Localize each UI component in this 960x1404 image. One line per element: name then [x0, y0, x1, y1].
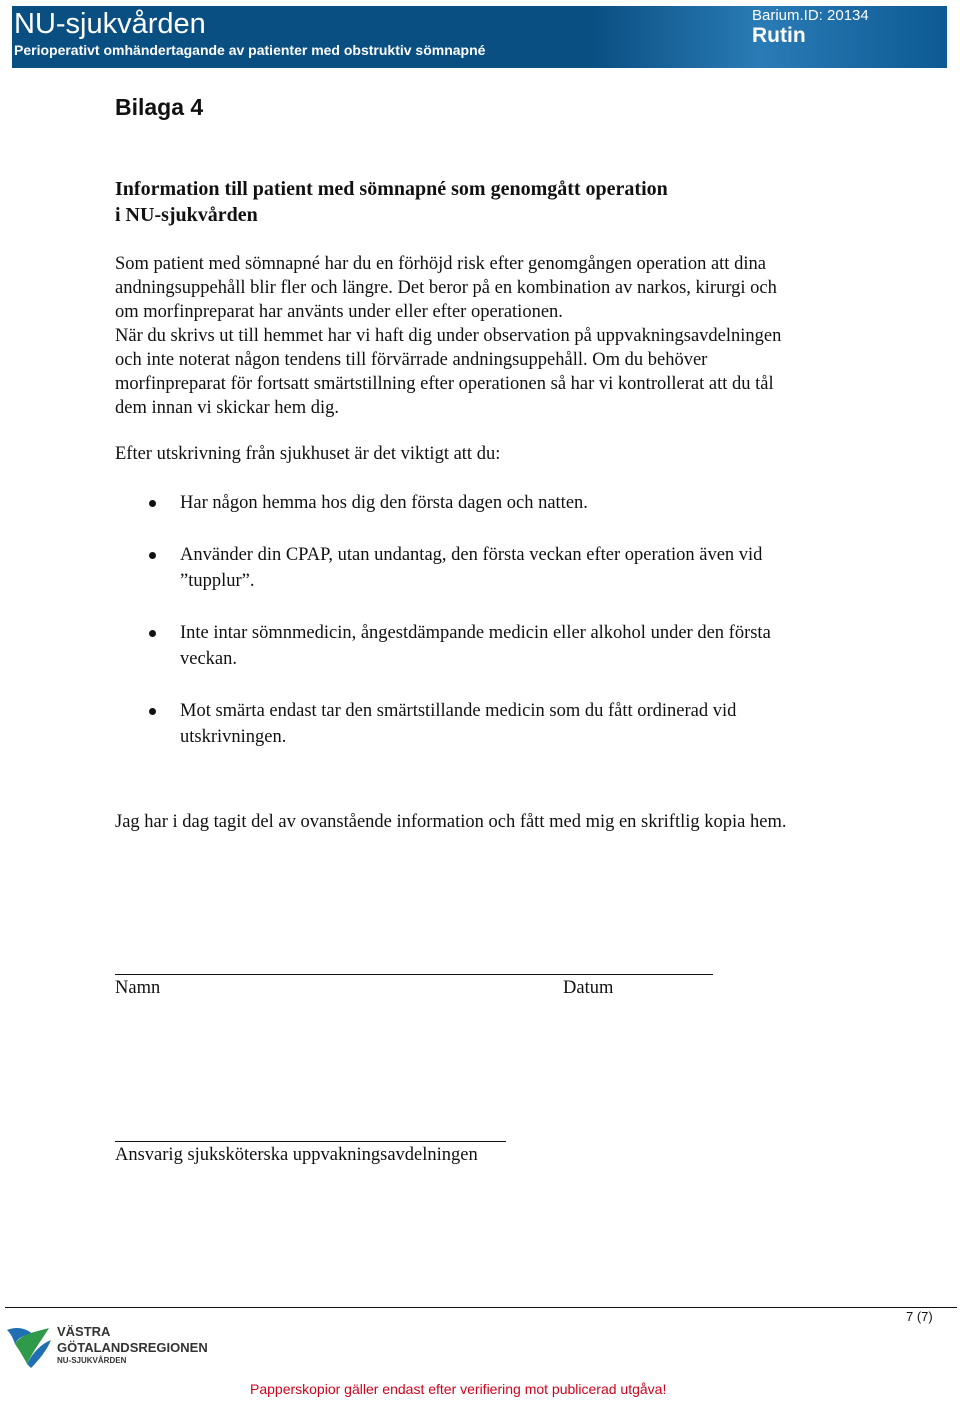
document-subtitle: Perioperativt omhändertagande av patienter med obstruktiv sömnapné [14, 42, 486, 58]
bullet-icon [149, 552, 156, 559]
logo-text-line-2: GÖTALANDSREGIONEN [57, 1340, 208, 1355]
appendix-heading: Bilaga 4 [115, 94, 204, 120]
intro-line: morfinpreparat för fortsatt smärtstillning efter operationen så har vi kontrollerat att du tål [115, 374, 774, 394]
intro-line: Som patient med sömnapné har du en förhöjd risk efter genomgången operation att dina [115, 254, 766, 274]
bullet-icon [149, 708, 156, 715]
footer-divider [5, 1307, 957, 1308]
after-discharge-heading [115, 442, 895, 466]
title-line-1: Information till patient med sömnapné som genomgått operation [115, 178, 668, 200]
list-item-text: Har någon hemma hos dig den första dagen och natten. [180, 493, 588, 513]
region-logo-icon [5, 1322, 55, 1372]
document-id: Barium.ID: 20134 [752, 7, 869, 24]
list-item-text-cont: veckan. [180, 649, 238, 669]
region-logo [5, 1322, 235, 1372]
document-type: Rutin [752, 24, 806, 47]
name-label: Namn [115, 978, 161, 998]
intro-paragraph [115, 252, 895, 420]
intro-line: andningsuppehåll blir fler och längre. Det beror på en kombination av narkos, kirurgi och [115, 278, 777, 298]
list-item-text: Använder din CPAP, utan undantag, den första veckan efter operation även vid [180, 545, 763, 565]
intro-line: och inte noterat någon tendens till förvärrade andningsuppehåll. Om du behöver [115, 350, 708, 370]
logo-text-line-3: NU-SJUKVÅRDEN [57, 1356, 127, 1365]
bullet-icon [149, 630, 156, 637]
footer-disclaimer: Papperskopior gäller endast efter verifiering mot publicerad utgåva! [250, 1381, 667, 1397]
signature-line-name-date[interactable] [115, 974, 713, 975]
bullet-icon [149, 500, 156, 507]
intro-line: När du skrivs ut till hemmet har vi haft dig under observation på uppvakningsavdelningen [115, 326, 782, 346]
list-item-text: Mot smärta endast tar den smärtstillande medicin som du fått ordinerad vid [180, 701, 737, 721]
logo-text-line-1: VÄSTRA [57, 1324, 111, 1339]
organization-name: NU-sjukvården [14, 8, 206, 40]
after-discharge-text: Efter utskrivning från sjukhuset är det viktigt att du: [115, 444, 501, 464]
list-item-text: Inte intar sömnmedicin, ångestdämpande medicin eller alkohol under den första [180, 623, 771, 643]
header-banner [12, 6, 947, 68]
intro-line: om morfinpreparat har använts under eller efter operationen. [115, 302, 563, 322]
confirmation-statement: Jag har i dag tagit del av ovanstående information och fått med mig en skriftlig kopia hem. [115, 812, 787, 832]
list-item-text-cont: ”tupplur”. [180, 571, 255, 591]
date-label: Datum [563, 978, 614, 998]
page-number: 7 (7) [906, 1309, 933, 1324]
intro-line: dem innan vi skickar hem dig. [115, 398, 340, 418]
title-line-2: i NU-sjukvården [115, 204, 258, 226]
list-item-text-cont: utskrivningen. [180, 727, 287, 747]
signature-line-nurse[interactable] [115, 1141, 506, 1142]
page-title [115, 176, 875, 228]
nurse-label: Ansvarig sjuksköterska uppvakningsavdelningen [115, 1145, 478, 1165]
